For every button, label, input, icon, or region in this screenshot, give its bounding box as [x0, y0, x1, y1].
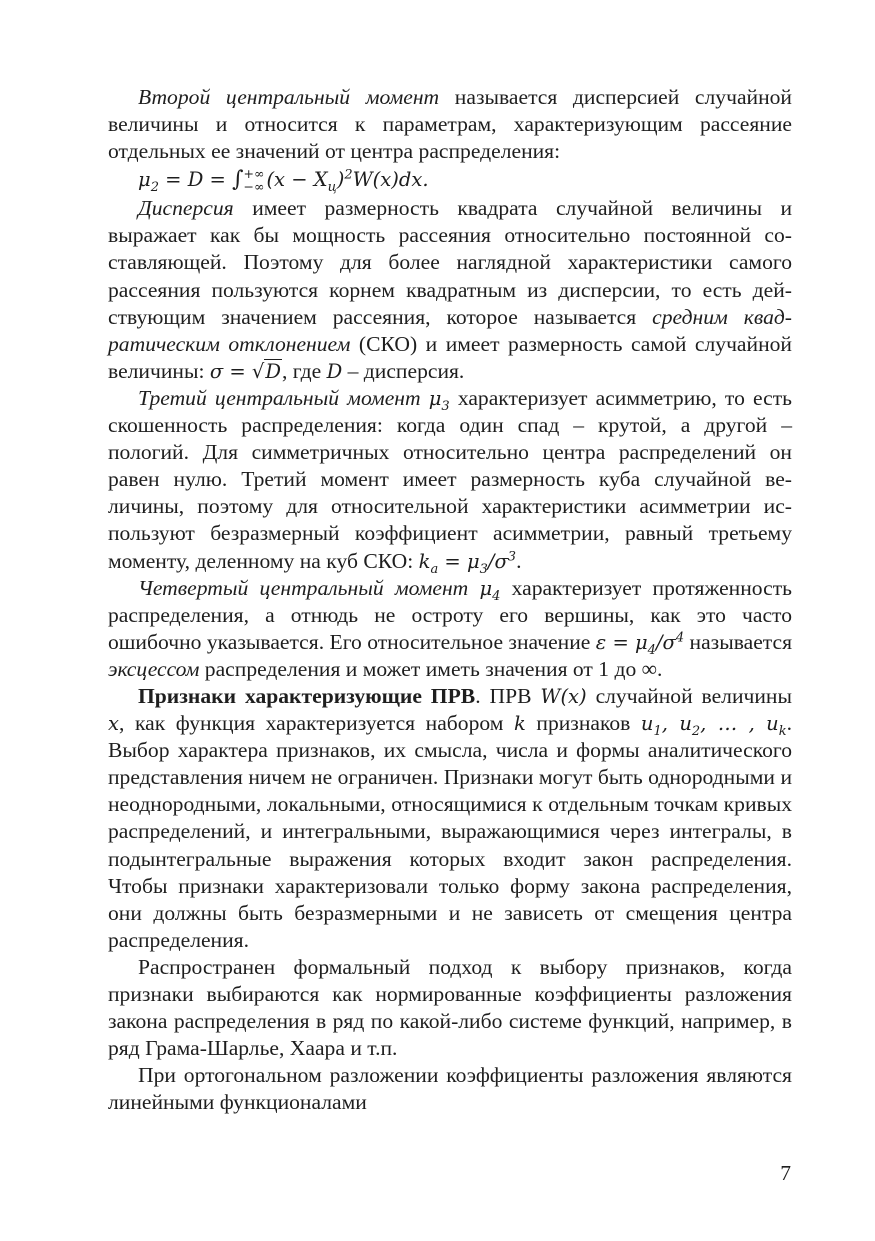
integral-sign: ∫	[232, 167, 244, 193]
page-number: 7	[780, 1161, 791, 1185]
paragraph-third-moment: Третий центральный момент $\mu_3$ характеризует асимметрию, то есть скошенность распределения: когда один спад – крутой, а другой – пологий. Для симметричных относительно центра распределений он равен нулю. Третий момент имеет размерность куба случайной величины, поэтому для относительной характеристики асимметрии используют безразмерный коэффициент асимметрии, равный третьему моменту, деленному на куб СКО: $k_a = \mu_3/\sigma^3$.	[108, 385, 792, 577]
term-dispersion: Дисперсия	[138, 196, 234, 221]
term-excess: эксцессом	[108, 656, 200, 681]
heading-features: Признаки характеризующие ПРВ	[138, 683, 476, 708]
term-fourth-moment: Четвертый центральный момент	[138, 575, 469, 600]
formula-dispersion: $\mu_2 = D$ = ∫+∞ −∞ $(x - X_ц)^2W(x)dx$.	[138, 166, 429, 196]
paragraph-orthogonal: При ортогональном разложении коэффициенты разложения являются линейными функционалами	[108, 1063, 792, 1115]
formula-feature-set: $u_1$, $u_2$, … , $u_k$	[640, 712, 787, 739]
formula-asymmetry: $k_a = \mu_3/\sigma^3$	[418, 549, 517, 577]
term-std-deviation: средним квадратическим отклонением	[108, 304, 792, 356]
paragraph-fourth-moment: Четвертый центральный момент $\mu_4$ характеризует протяженность распределения, а отнюдь не остроту его вершины, как это часто ошибочно указывается. Его относительное значение $\varepsilon = \mu_4/\sigma^4$ называется эксцессом распределения и может иметь значения от 1 до ∞.	[108, 575, 793, 681]
paragraph-dispersion: Дисперсия имеет размерность квадрата случайной величины и выражает как бы мощность рассеяния относительно постоянной составляющей. Поэтому для более наглядной характеристики самого рассеяния пользуются корнем квадратным из дисперсии, то есть действующим значением рассеяния, которое называется средним квадратическим отклонением (СКО) и имеет размерность самой случайной величины: σ = √D, где D – дисперсия.	[108, 196, 792, 383]
term-third-moment: Третий центральный момент	[138, 385, 421, 410]
paragraph-second-moment: Второй центральный момент называется дисперсией случайной величины и относится к параметрам, характеризующим рассеяние отдельных ее значений от центра распределения:	[108, 85, 792, 164]
paragraph-features: Признаки характеризующие ПРВ. ПРВ W(x) случайной величины x, как функция характеризуется набором k признаков $u_1$, $u_2$, … , $u_k$. Выбор характера признаков, их смысла, числа и формы аналитического представления ничем не ограничен. Признаки могут быть однородными и неоднородными, локальными, относящимися к отдельным точкам кривых распределений, и интегральными, выражающимися через интегралы, в подынтегральные выражения которых входит закон распределения. Чтобы признаки характеризовали только форму закона распределения, они должны быть безразмерными и не зависеть от смещения центра распределения.	[108, 683, 792, 952]
paragraph-formal-approach: Распространен формальный подход к выбору признаков, когда признаки выбираются как нормированные коэффициенты разложения закона распределения в ряд по какой-либо системе функций, например, в ряд Грама-Шарлье, Хаара и т.п.	[108, 954, 792, 1061]
body-text	[108, 84, 792, 1116]
formula-sigma: σ = √D	[209, 359, 281, 383]
formula-excess: $\varepsilon = \mu_4/\sigma^4$	[595, 630, 685, 658]
term-second-moment: Второй центральный момент	[138, 85, 440, 109]
integral-limits: +∞ −∞	[243, 166, 265, 194]
